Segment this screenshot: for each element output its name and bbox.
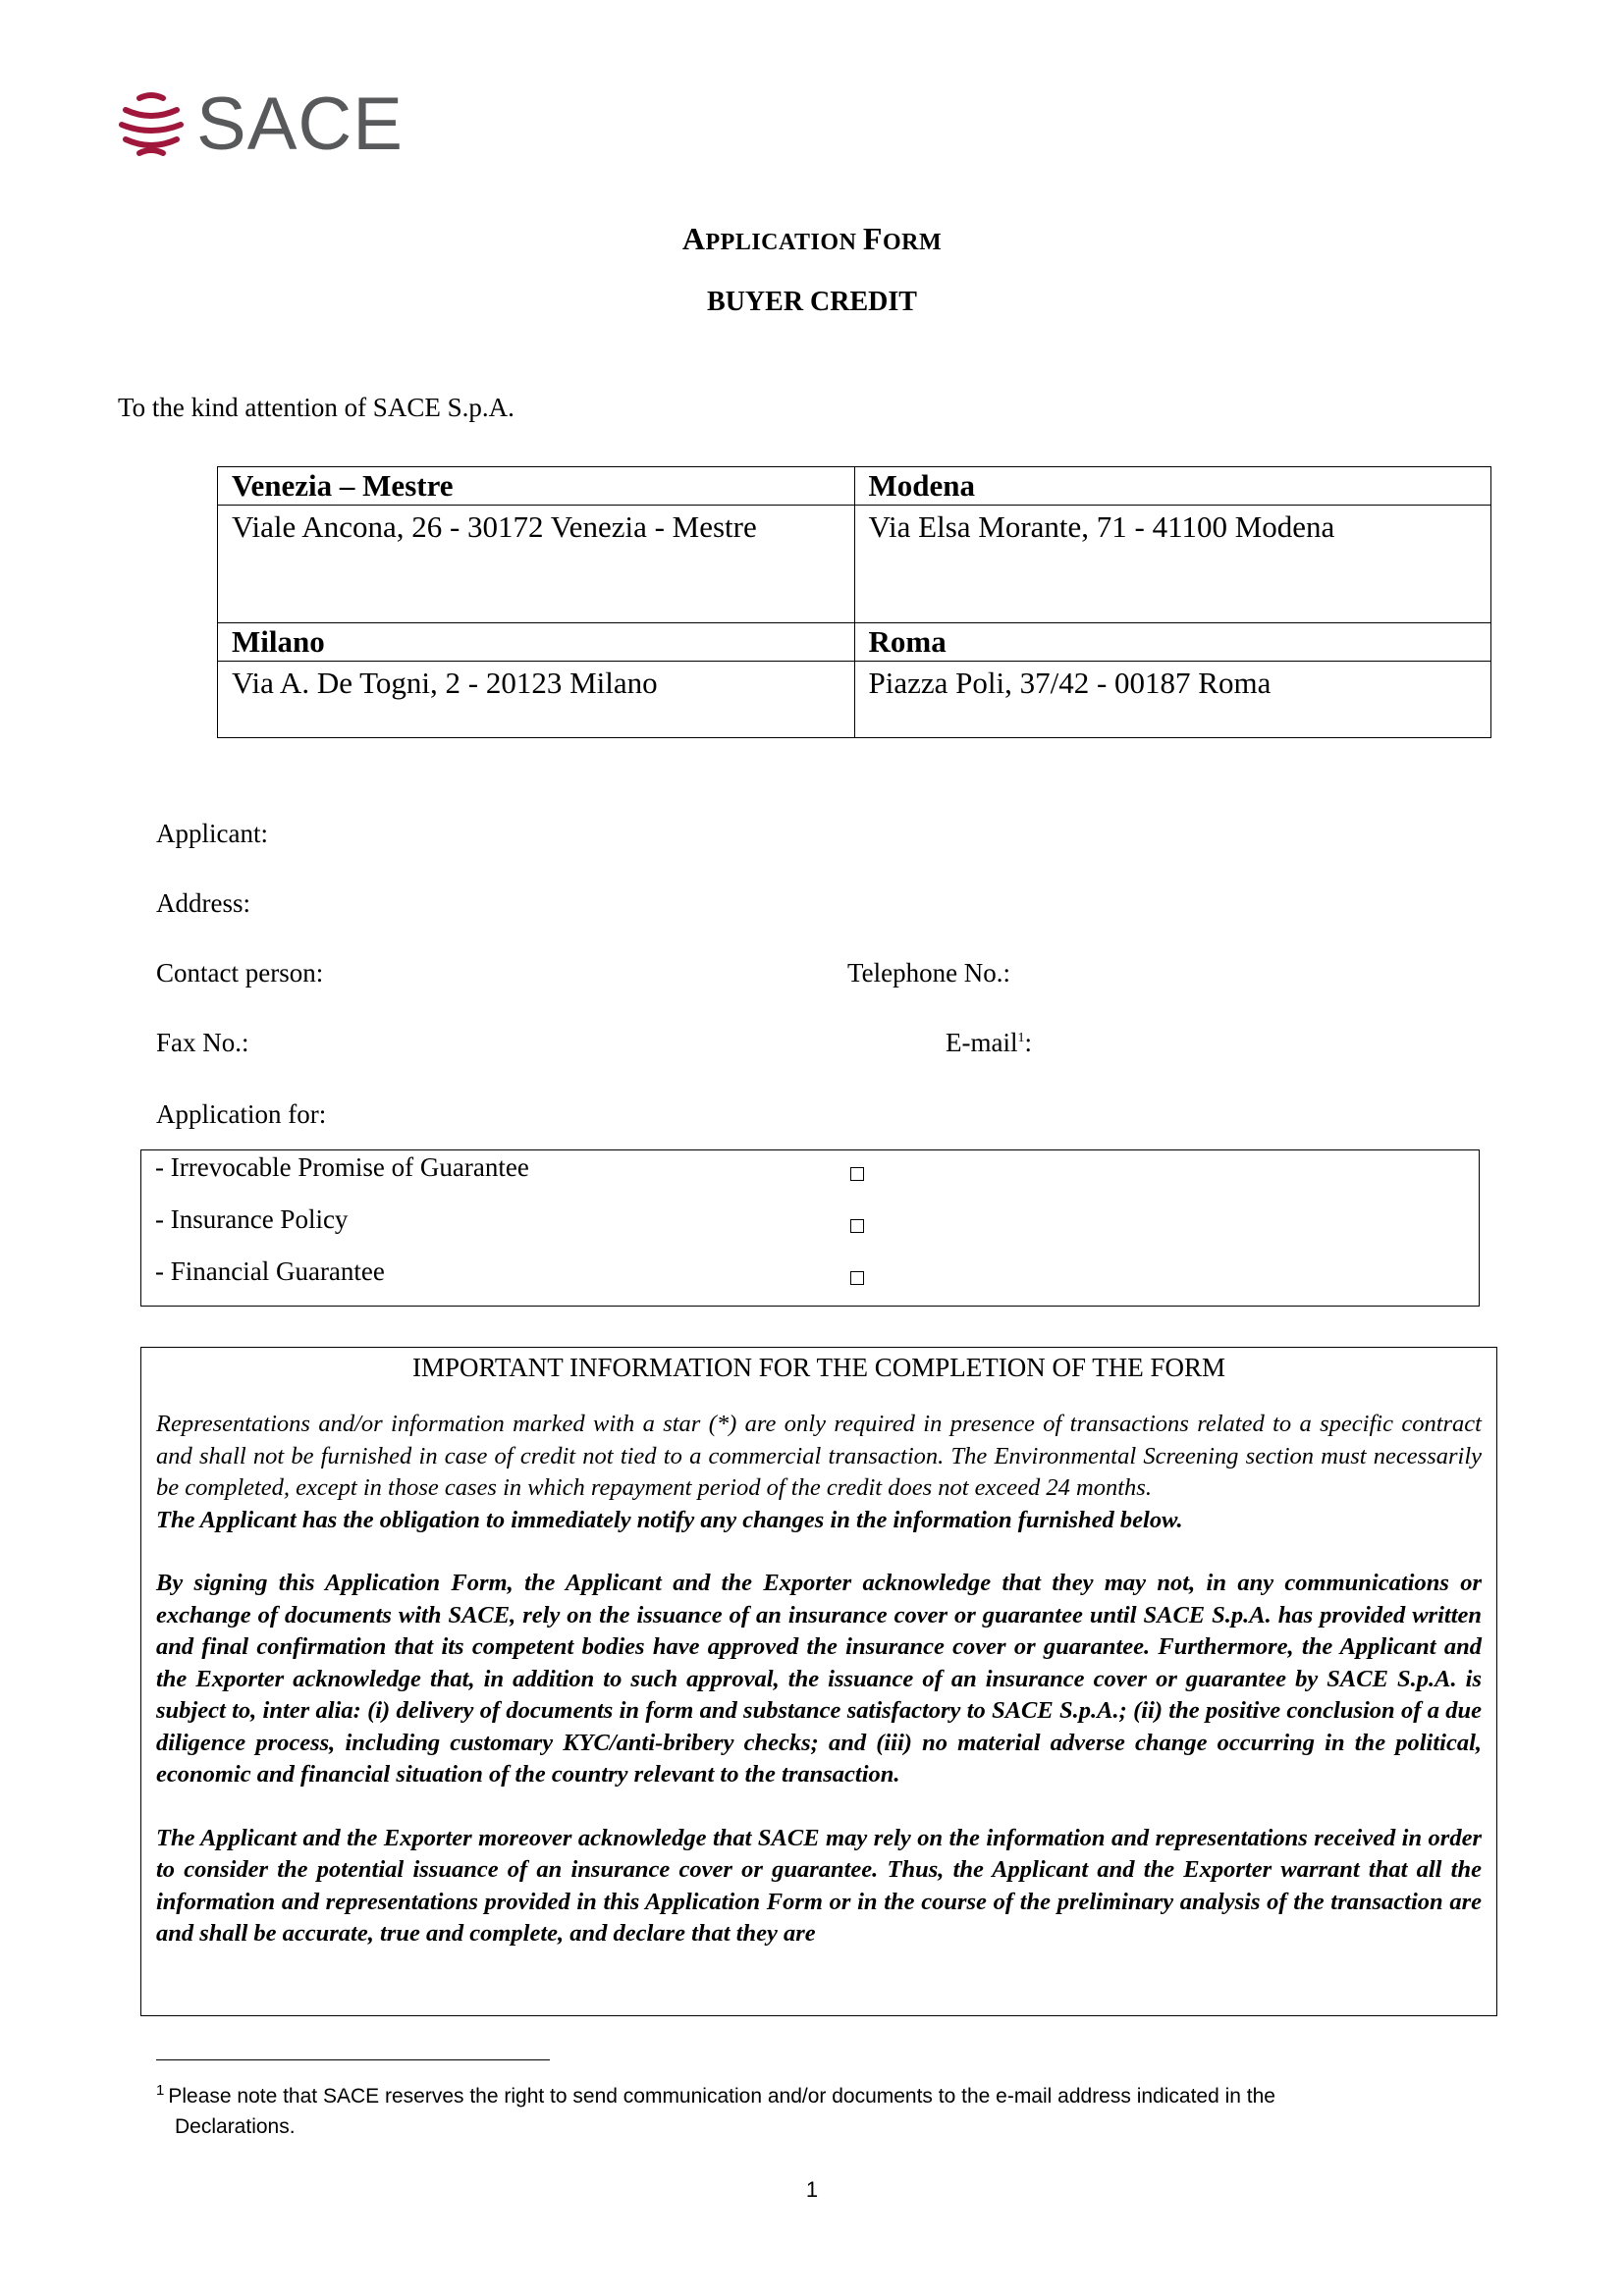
footnote-marker: 1 xyxy=(156,2082,165,2099)
option-label: - Financial Guarantee xyxy=(155,1256,385,1286)
table-row xyxy=(218,623,1491,662)
table-row xyxy=(218,467,1491,506)
offices-table xyxy=(217,466,1491,738)
email-label: E-mail$^1$: xyxy=(946,1028,1032,1057)
irrevocable-promise-checkbox[interactable] xyxy=(850,1167,864,1181)
fax-label: Fax No.: xyxy=(156,1028,249,1057)
office-name: Modena xyxy=(854,467,1491,506)
info-title: IMPORTANT INFORMATION FOR THE COMPLETION OF THE FORM xyxy=(411,1353,1226,1382)
info-paragraph: By signing this Application Form, the Applicant and the Exporter acknowledge that they may not, in any communications or exchange of documents with SACE, rely on the issuance of an insurance cover or guarantee until SACE S.p.A. has provided written and final confirmation that its competent bodies have approved the insurance cover or guarantee. Furthermore, the Applicant and the Exporter acknowledge that, in addition to such approval, the issuance of an insurance cover or guarantee by SACE S.p.A. is subject to, inter alia: (i) delivery of documents in form and substance satisfactory to SACE S.p.A.; (ii) the positive conclusion of a due diligence process, including customary KYC/anti-bribery checks; and (iii) no material adverse change occurring in the political, economic and financial situation of the country relevant to the transaction. xyxy=(156,1570,1482,1788)
info-paragraph: Representations and/or information marked with a star (*) are only required in presence of transactions related to a specific contract and shall not be furnished in case of credit not tied to a commercial transaction. The Environmental Screening section must necessarily be completed, except in those cases in which repayment period of the credit does not exceed 24 months. xyxy=(156,1411,1482,1501)
footnote-divider xyxy=(156,2059,550,2060)
sace-waves-icon xyxy=(116,90,187,159)
important-info-box xyxy=(140,1347,1497,2016)
info-paragraph: The Applicant has the obligation to immediately notify any changes in the information furnished below. xyxy=(156,1506,1183,1533)
form-subtitle: BUYER CREDIT xyxy=(707,287,917,317)
option-label: - Irrevocable Promise of Guarantee xyxy=(155,1152,529,1182)
page-number: 1 xyxy=(805,2177,819,2202)
office-name: Roma xyxy=(854,623,1491,662)
table-row xyxy=(218,506,1491,623)
info-paragraph: The Applicant and the Exporter moreover acknowledge that SACE may rely on the information and representations received in order to consider the potential issuance of an insurance cover or guarantee. Thus, the Applicant and the Exporter warrant that all the information and representations provided in this Application Form or in the course of the preliminary analysis of the transaction are and shall be accurate, true and complete, and declare that they are xyxy=(156,1824,1482,1947)
option-label: - Insurance Policy xyxy=(155,1204,349,1234)
attention-line: To the kind attention of SACE S.p.A. xyxy=(118,393,514,422)
office-address: Viale Ancona, 26 - 30172 Venezia - Mestre xyxy=(218,506,855,623)
address-label: Address: xyxy=(156,888,250,918)
info-body xyxy=(156,1409,1482,1950)
application-options xyxy=(140,1149,1480,1307)
financial-guarantee-checkbox[interactable] xyxy=(850,1271,864,1285)
office-address: Via A. De Togni, 2 - 20123 Milano xyxy=(218,662,855,738)
footnote-ref: 1 xyxy=(1017,1031,1025,1045)
footnote-text: Declarations. xyxy=(175,2115,296,2138)
contact-person-label: Contact person: xyxy=(156,958,324,988)
sace-logo xyxy=(116,82,440,166)
form-title: APPLICATION FORM xyxy=(681,221,943,256)
insurance-policy-checkbox[interactable] xyxy=(850,1219,864,1233)
applicant-label: Applicant: xyxy=(156,819,268,848)
office-name: Venezia – Mestre xyxy=(218,467,855,506)
table-row xyxy=(218,662,1491,738)
logo-text: SACE xyxy=(196,82,404,166)
office-address: Via Elsa Morante, 71 - 41100 Modena xyxy=(854,506,1491,623)
office-address: Piazza Poli, 37/42 - 00187 Roma xyxy=(854,662,1491,738)
office-name: Milano xyxy=(218,623,855,662)
application-for-label: Application for: xyxy=(156,1099,327,1129)
telephone-label: Telephone No.: xyxy=(847,958,1011,988)
footnote xyxy=(156,2075,1393,2142)
footnote-text: Please note that SACE reserves the right to send communication and/or documents to the e-mail address indicated in the xyxy=(168,2085,1275,2108)
